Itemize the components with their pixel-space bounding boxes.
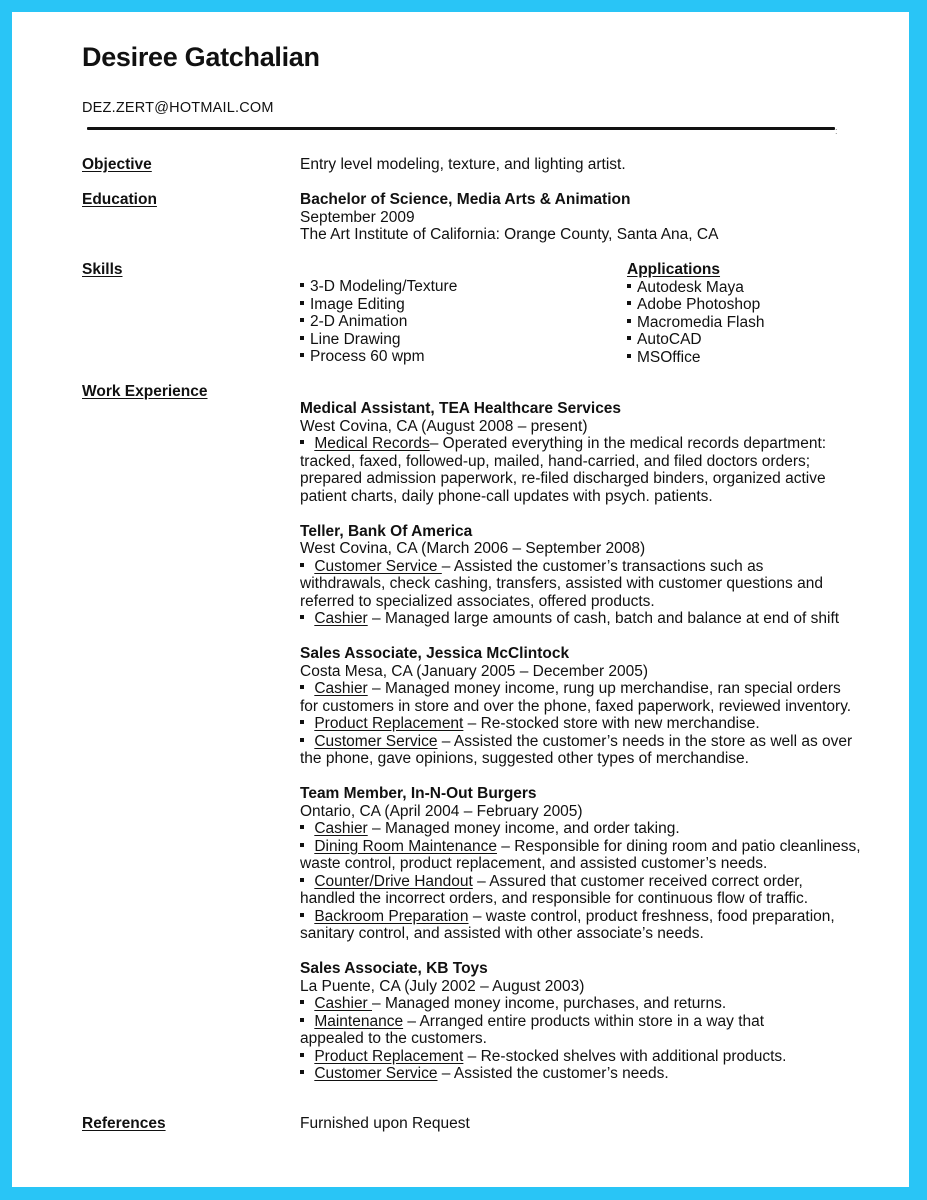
job-title: Team Member, In-N-Out Burgers (300, 785, 537, 802)
duty-heading: Cashier (314, 820, 368, 837)
bullet-icon (300, 440, 304, 444)
duty-continuation (300, 698, 861, 716)
application-item: Macromedia Flash (627, 314, 765, 332)
duty-text: tracked, faxed, followed-up, mailed, hand-carried, and filed doctors orders; (300, 452, 811, 470)
duty-item (300, 873, 861, 891)
duty-text: – Re-stocked store with new merchandise. (463, 715, 760, 732)
application-item: Adobe Photoshop (627, 296, 765, 314)
duty-heading: Backroom Preparation (314, 907, 469, 925)
bullet-icon (300, 301, 304, 305)
duty-continuation (300, 855, 861, 873)
section-label-skills: Skills (82, 261, 123, 278)
education-school: The Art Institute of California: Orange County, Santa Ana, CA (300, 226, 719, 243)
bullet-icon (300, 615, 304, 619)
bullet-icon (627, 354, 631, 358)
duty-heading: Dining Room Maintenance (314, 837, 497, 855)
duty-text: – Managed money income, rung up merchandise, ran special orders (367, 680, 841, 697)
job-entry (300, 960, 861, 1083)
duty-continuation (300, 470, 861, 488)
duty-heading: Customer Service (314, 732, 438, 750)
bullet-icon (627, 319, 631, 323)
bullet-icon (300, 563, 304, 567)
application-item: MSOffice (627, 349, 765, 367)
divider-end-mark: : (835, 126, 838, 136)
skill-item: Image Editing (300, 296, 457, 314)
duty-item (300, 995, 861, 1013)
bullet-icon (300, 1070, 304, 1074)
duty-text: the phone, gave opinions, suggested other types of merchandise. (300, 750, 749, 767)
bullet-icon (300, 1000, 304, 1004)
bullet-icon (300, 825, 304, 829)
duty-text: waste control, product replacement, and assisted customer’s needs. (300, 855, 768, 872)
duty-text: handled the incorrect orders, and responsible for continuous flow of traffic. (300, 890, 809, 907)
bullet-icon (300, 283, 304, 287)
job-entry (300, 785, 861, 943)
duty-item (300, 1013, 861, 1031)
duty-text: referred to specialized associates, offered products. (300, 592, 655, 610)
job-location-dates: La Puente, CA (July 2002 – August 2003) (300, 977, 585, 995)
duty-heading: Cashier (314, 610, 368, 627)
duty-text: – waste control, product freshness, food preparation, (468, 907, 835, 925)
duty-text: – Managed money income, and order taking. (367, 820, 680, 837)
applications-label: Applications (627, 261, 721, 278)
duty-continuation (300, 453, 861, 471)
bullet-icon (300, 1053, 304, 1057)
bullet-icon (300, 738, 304, 742)
duty-text: for customers in store and over the phone, faxed paperwork, reviewed inventory. (300, 697, 852, 715)
duty-heading: Cashier (314, 995, 373, 1012)
duty-heading: Medical Records (314, 435, 430, 452)
job-entry (300, 523, 861, 628)
duty-text: – Assisted the customer’s needs. (437, 1065, 669, 1082)
duty-text: sanitary control, and assisted with other associate’s needs. (300, 925, 704, 942)
section-label-education: Education (82, 191, 157, 208)
duty-heading: Product Replacement (314, 715, 464, 732)
duty-text: – Operated everything in the medical records department: (429, 435, 827, 452)
candidate-name: Desiree Gatchalian (82, 42, 320, 72)
duty-continuation (300, 593, 861, 611)
bullet-icon (300, 353, 304, 357)
job-location-dates: Costa Mesa, CA (January 2005 – December 2005) (300, 662, 649, 680)
duty-continuation (300, 925, 861, 943)
bullet-icon (300, 318, 304, 322)
header-divider (87, 127, 835, 130)
duty-text: – Re-stocked shelves with additional products. (463, 1047, 787, 1065)
resume-page (12, 12, 909, 1187)
bullet-icon (300, 843, 304, 847)
duty-heading: Customer Service (314, 557, 442, 575)
bullet-icon (300, 1018, 304, 1022)
application-item: AutoCAD (627, 331, 765, 349)
section-label-objective: Objective (82, 156, 152, 173)
bullet-icon (300, 878, 304, 882)
application-item: Autodesk Maya (627, 279, 765, 297)
duty-text: – Managed large amounts of cash, batch and balance at end of shift (367, 610, 840, 627)
duty-text: prepared admission paperwork, re-filed discharged binders, organized active (300, 470, 826, 487)
duty-item (300, 733, 861, 751)
job-entry (300, 645, 861, 768)
duty-continuation (300, 575, 861, 593)
duty-text: – Arranged entire products within store in a way that (403, 1012, 765, 1030)
bullet-icon (300, 913, 304, 917)
duty-item (300, 680, 861, 698)
bullet-icon (300, 685, 304, 689)
duty-text: – Assisted the customer’s needs in the store as well as over (437, 732, 853, 750)
education-degree: Bachelor of Science, Media Arts & Animation (300, 191, 631, 208)
references-text: Furnished upon Request (300, 1115, 470, 1132)
skill-item: Line Drawing (300, 331, 457, 349)
duty-heading: Product Replacement (314, 1047, 464, 1065)
job-title: Sales Associate, KB Toys (300, 960, 488, 977)
duty-text: patient charts, daily phone-call updates with psych. patients. (300, 487, 713, 505)
job-location-dates: West Covina, CA (March 2006 – September 2008) (300, 540, 646, 557)
job-location-dates: West Covina, CA (August 2008 – present) (300, 417, 588, 435)
skill-item: Process 60 wpm (300, 348, 457, 366)
duty-item (300, 1065, 861, 1083)
bullet-icon (627, 336, 631, 340)
job-title: Sales Associate, Jessica McClintock (300, 645, 570, 662)
duty-item (300, 435, 861, 453)
duty-heading: Maintenance (314, 1012, 404, 1030)
duty-text: appealed to the customers. (300, 1030, 487, 1047)
duty-continuation (300, 890, 861, 908)
section-label-references: References (82, 1115, 166, 1132)
duty-continuation (300, 750, 861, 768)
candidate-email: DEZ.ZERT@HOTMAIL.COM (82, 100, 274, 116)
skill-item: 2-D Animation (300, 313, 457, 331)
education-date: September 2009 (300, 208, 415, 226)
bullet-icon (627, 301, 631, 305)
duty-item (300, 908, 861, 926)
work-experience-list (300, 400, 861, 1100)
duty-item (300, 715, 861, 733)
job-title: Teller, Bank Of America (300, 522, 473, 540)
duty-continuation (300, 1030, 861, 1048)
duty-text: – Assured that customer received correct order, (472, 872, 803, 890)
skill-item: 3-D Modeling/Texture (300, 278, 457, 296)
duty-text: withdrawals, check cashing, transfers, assisted with customer questions and (300, 575, 823, 592)
education-block (300, 191, 718, 244)
duty-text: – Assisted the customer’s transactions such as (441, 557, 764, 575)
bullet-icon (627, 284, 631, 288)
applications-list (627, 261, 765, 366)
job-title: Medical Assistant, TEA Healthcare Services (300, 400, 622, 417)
duty-heading: Cashier (314, 680, 368, 697)
job-entry (300, 400, 861, 505)
duty-item (300, 820, 861, 838)
duty-heading: Counter/Drive Handout (314, 872, 473, 890)
job-location-dates: Ontario, CA (April 2004 – February 2005) (300, 802, 583, 820)
objective-text: Entry level modeling, texture, and lighting artist. (300, 156, 626, 173)
duty-text: – Managed money income, purchases, and returns. (372, 995, 727, 1012)
bullet-icon (300, 336, 304, 340)
duty-heading: Customer Service (314, 1065, 438, 1082)
duty-item (300, 1048, 861, 1066)
duty-text: – Responsible for dining room and patio cleanliness, (496, 837, 861, 855)
duty-item (300, 558, 861, 576)
skills-list (300, 278, 457, 366)
section-label-work-experience: Work Experience (82, 383, 208, 400)
duty-continuation (300, 488, 861, 506)
duty-item (300, 838, 861, 856)
bullet-icon (300, 720, 304, 724)
duty-item (300, 610, 861, 628)
